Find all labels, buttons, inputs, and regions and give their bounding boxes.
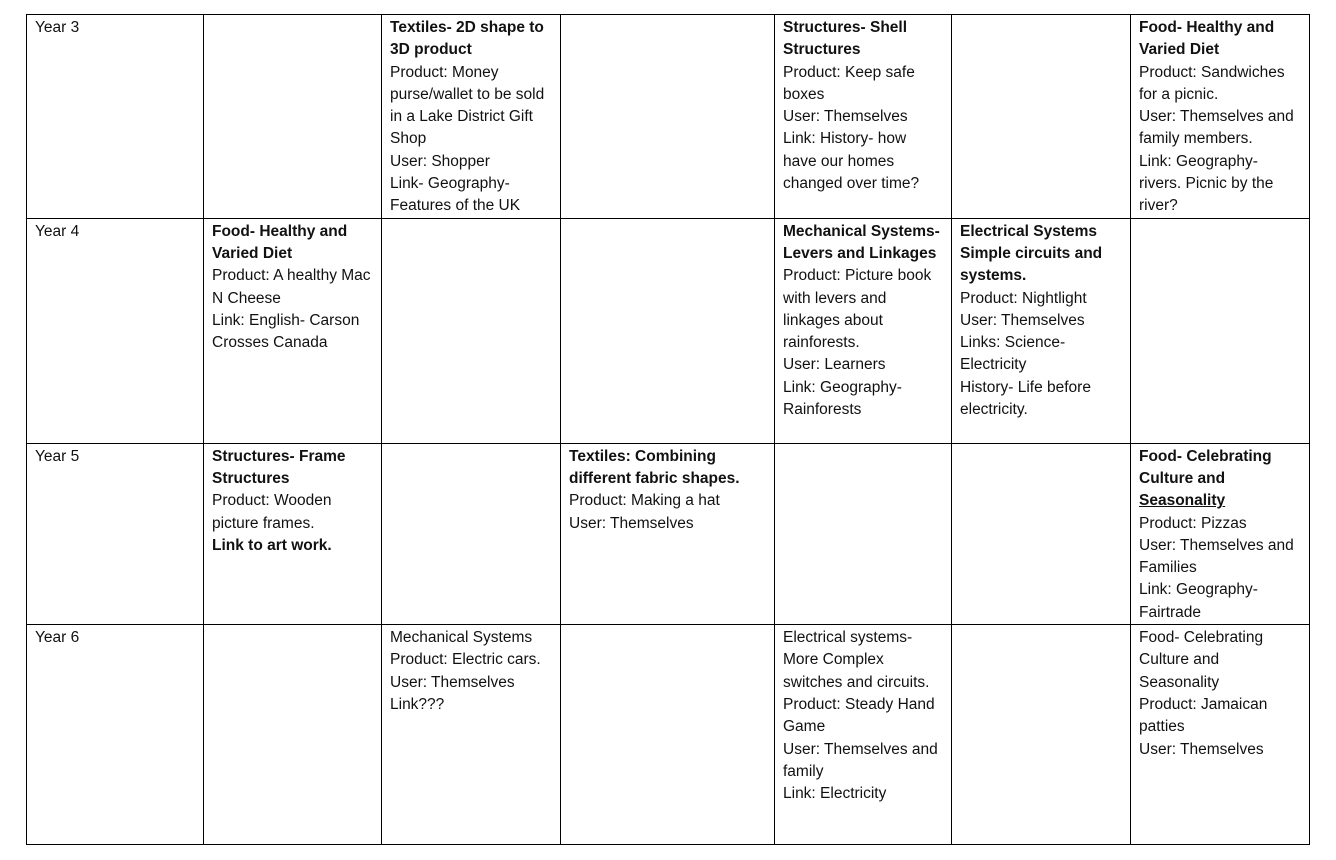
year-label-cell [27,625,204,845]
empty-cell [952,443,1131,624]
unit-link: Link: Geography- Rainforests [783,378,902,419]
unit-cell [204,218,382,443]
unit-cell [952,218,1131,443]
unit-cell [775,625,952,845]
unit-cell [382,15,561,219]
unit-product: Product: Keep safe boxes [783,63,915,103]
unit-cell [204,443,382,624]
unit-user: User: Themselves [960,311,1085,329]
unit-link: Link: History- how have our homes changed over time? [783,130,920,193]
unit-detail: Seasonality [1139,492,1226,510]
unit-title: Textiles: Combining different fabric shapes. [569,447,740,487]
unit-cell [1131,625,1310,845]
empty-cell [382,218,561,443]
unit-detail: History- Life before electricity. [960,378,1091,419]
year-label-cell [27,443,204,624]
unit-title: Food- Healthy and Varied Diet [212,222,348,262]
empty-cell [561,15,775,219]
unit-title: Food- Celebrating Culture and [1139,447,1272,487]
unit-title: Mechanical Systems- Levers and Linkages [783,222,940,262]
year-label-cell [27,15,204,219]
empty-cell [382,443,561,624]
year-label-cell [27,218,204,443]
unit-cell [1131,15,1310,219]
unit-user: User: Themselves and family members. [1139,108,1294,148]
year-label: Year 3 [35,19,80,36]
dt-curriculum-table [26,14,1310,845]
unit-product: Product: Sandwiches for a picnic. [1139,63,1285,103]
unit-cell [382,625,561,845]
table-row [27,443,1310,624]
unit-user: User: Themselves [390,673,515,691]
unit-product: Product: Nightlight [960,289,1087,307]
unit-link: Links: Science- Electricity [960,334,1066,374]
unit-product: Product: Jamaican patties [1139,695,1268,736]
empty-cell [204,15,382,219]
unit-title: Electrical Systems Simple circuits and systems. [960,222,1103,285]
table-row [27,15,1310,219]
unit-title: Structures- Shell Structures [783,19,908,59]
unit-product: Product: A healthy Mac N Cheese [212,267,371,307]
unit-product: Product: Steady Hand Game [783,695,935,736]
empty-cell [1131,218,1310,443]
empty-cell [561,218,775,443]
unit-user: User: Shopper [390,152,490,170]
year-label: Year 4 [35,222,80,240]
unit-link: Link: Geography- Fairtrade [1139,581,1258,621]
unit-cell [775,218,952,443]
unit-detail: Food- Celebrating Culture and Seasonality [1139,629,1264,691]
unit-title: Textiles- 2D shape to 3D product [390,19,544,59]
empty-cell [204,625,382,845]
unit-link: Link to art work. [212,536,332,554]
unit-product: Product: Money purse/wallet to be sold in a Lake District Gift Shop [390,63,545,148]
unit-detail: Mechanical Systems [390,629,533,647]
unit-link: Link: English- Carson Crosses Canada [212,311,360,352]
unit-product: Product: Electric cars. [390,651,541,669]
empty-cell [775,443,952,624]
unit-cell [775,15,952,219]
empty-cell [952,15,1131,219]
unit-link: Link- Geography- Features of the UK [390,175,521,215]
unit-user: User: Themselves [783,108,908,126]
unit-title: Food- Healthy and Varied Diet [1139,19,1275,59]
year-label: Year 6 [35,629,80,647]
unit-user: User: Themselves [1139,740,1264,758]
unit-product: Product: Pizzas [1139,514,1247,532]
table-row [27,625,1310,845]
year-label: Year 5 [35,447,80,465]
empty-cell [561,625,775,845]
table-row [27,218,1310,443]
unit-link: Link: Geography- rivers. Picnic by the river? [1139,152,1274,215]
empty-cell [952,625,1131,845]
unit-product: Product: Picture book with levers and linkages about rainforests. [783,267,932,352]
unit-user: User: Learners [783,356,886,374]
unit-user: User: Themselves and family [783,740,938,780]
unit-cell [1131,443,1310,624]
unit-link: Link: Electricity [783,785,887,803]
unit-title: Structures- Frame Structures [212,447,346,487]
unit-product: Product: Making a hat [569,492,720,510]
unit-detail: Electrical systems- More Complex switches and circuits. [783,629,930,691]
unit-user: User: Themselves and Families [1139,536,1294,577]
unit-product: Product: Wooden picture frames. [212,492,332,532]
unit-user: User: Themselves [569,514,694,532]
unit-cell [561,443,775,624]
unit-link: Link??? [390,695,445,713]
